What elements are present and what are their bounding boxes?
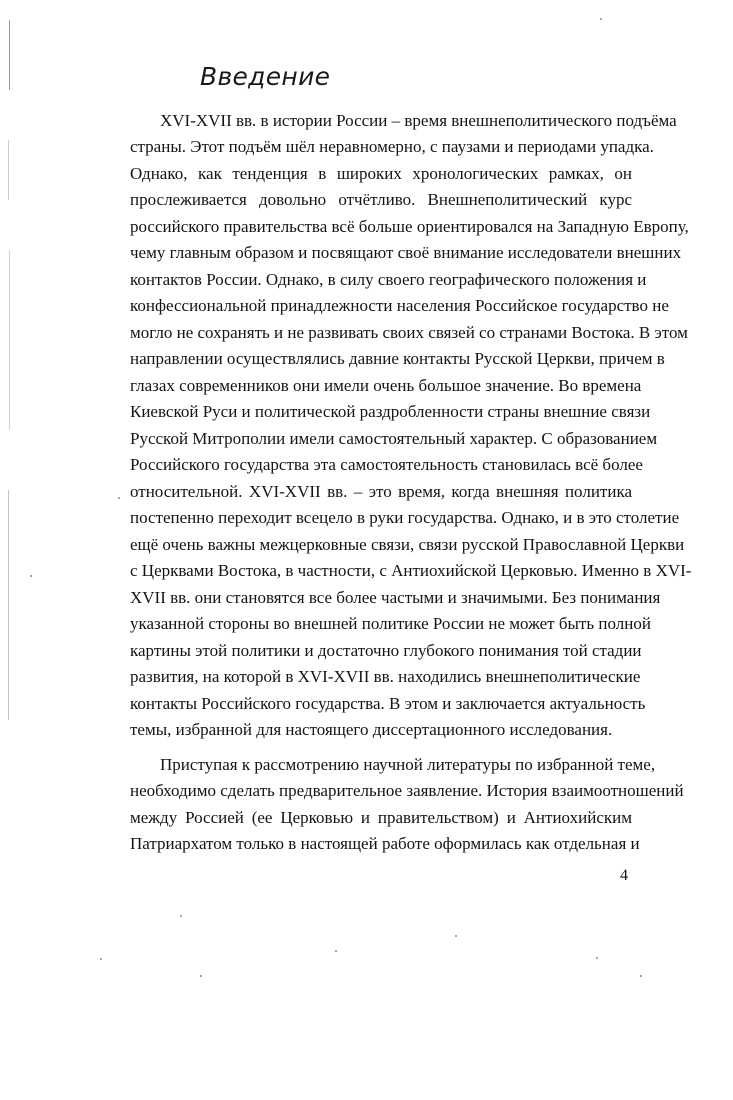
scan-speck bbox=[600, 18, 602, 20]
text-line: XVI-XVII вв. в истории России – время внешнеполитического подъёма bbox=[160, 111, 677, 130]
text-line: постепенно переходит всецело в руки государства. Однако, и в это столетие bbox=[130, 508, 680, 527]
scan-speck bbox=[640, 975, 642, 977]
scan-artifact bbox=[8, 140, 9, 200]
scan-artifact bbox=[8, 490, 9, 720]
text-line: чему главным образом и посвящают своё внимание исследователи внешних bbox=[130, 243, 682, 262]
text-line: развития, на которой в XVI-XVII вв. находились внешнеполитические bbox=[130, 667, 641, 686]
scan-speck bbox=[200, 975, 202, 977]
scan-speck bbox=[335, 950, 337, 952]
scan-speck bbox=[100, 958, 102, 960]
text-line: российского правительства всё больше ориентировался на Западную Европу, bbox=[130, 217, 689, 236]
text-line: Русской Митрополии имели самостоятельный характер. С образованием bbox=[130, 429, 658, 448]
scan-speck bbox=[30, 575, 32, 577]
scan-speck bbox=[180, 915, 182, 917]
text-line: XVII вв. они становятся все более частыми и значимыми. Без понимания bbox=[130, 588, 661, 607]
text-line: необходимо сделать предварительное заявление. История взаимоотношений bbox=[130, 781, 684, 800]
text-line: Однако, как тенденция в широких хронологических рамках, он bbox=[130, 164, 632, 183]
page-title: Введение bbox=[200, 62, 331, 91]
text-line: контактов России. Однако, в силу своего географического положения и bbox=[130, 270, 647, 289]
scan-artifact bbox=[9, 20, 10, 90]
text-line: указанной стороны во внешней политике России не может быть полной bbox=[130, 614, 651, 633]
text-line: направлении осуществлялись давние контакты Русской Церкви, причем в bbox=[130, 349, 665, 368]
text-line: темы, избранной для настоящего диссертационного исследования. bbox=[130, 720, 613, 739]
text-line: контакты Российского государства. В этом и заключается актуальность bbox=[130, 694, 646, 713]
text-line: могло не сохранять и не развивать своих связей со странами Востока. В этом bbox=[130, 323, 688, 342]
scan-artifact bbox=[9, 250, 10, 430]
text-line: прослеживается довольно отчётливо. Внешнеполитический курс bbox=[130, 190, 632, 209]
scan-speck bbox=[455, 935, 457, 937]
text-line: картины этой политики и достаточно глубокого понимания той стадии bbox=[130, 641, 642, 660]
text-line: ещё очень важны межцерковные связи, связи русской Православной Церкви bbox=[130, 535, 685, 554]
page-number: 4 bbox=[620, 867, 628, 884]
text-line: Российского государства эта самостоятельность становилась всё более bbox=[130, 455, 643, 474]
text-line: Патриархатом только в настоящей работе оформилась как отдельная и bbox=[130, 834, 640, 853]
text-line: конфессиональной принадлежности населения Российское государство не bbox=[130, 296, 669, 315]
text-line: Киевской Руси и политической раздробленности страны внешние связи bbox=[130, 402, 651, 421]
text-line: глазах современников они имели очень большое значение. Во времена bbox=[130, 376, 642, 395]
text-line: относительной. XVI-XVII вв. – это время, когда внешняя политика bbox=[130, 482, 632, 501]
scan-speck bbox=[596, 957, 598, 959]
text-line: страны. Этот подъём шёл неравномерно, с паузами и периодами упадка. bbox=[130, 137, 654, 156]
scan-speck bbox=[118, 497, 120, 499]
text-line: Приступая к рассмотрению научной литературы по избранной теме, bbox=[160, 755, 656, 774]
text-line: между Россией (ее Церковью и правительством) и Антиохийским bbox=[130, 808, 632, 827]
text-line: с Церквами Востока, в частности, с Антиохийской Церковью. Именно в XVI- bbox=[130, 561, 692, 580]
